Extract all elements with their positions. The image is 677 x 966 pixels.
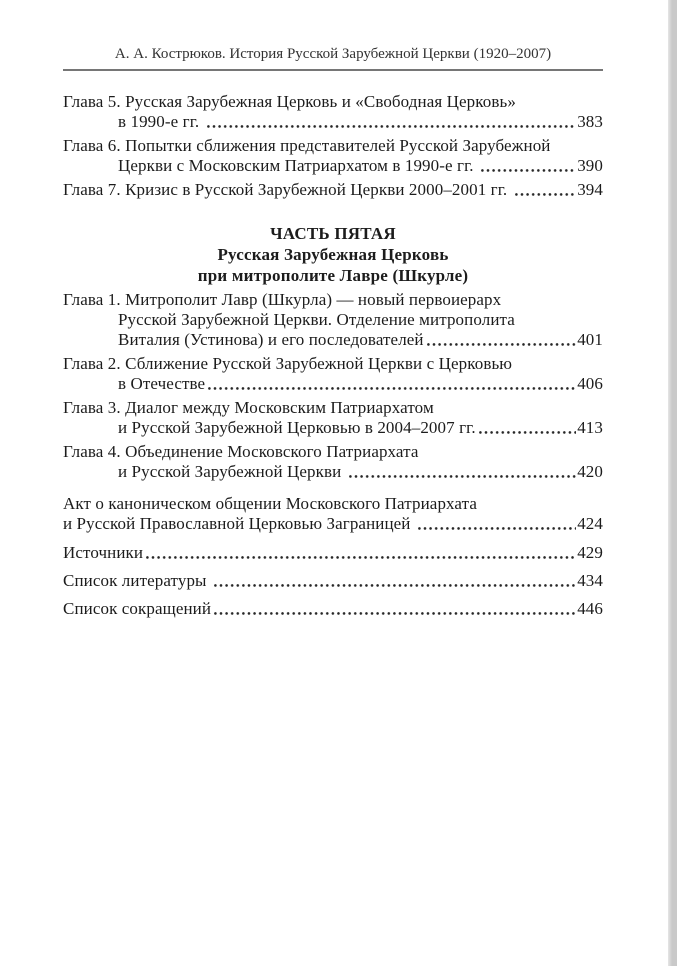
toc-entry-part5-chapter-4 bbox=[63, 442, 603, 482]
part-heading-kicker: ЧАСТЬ ПЯТАЯ bbox=[270, 224, 396, 243]
toc-page-number: 446 bbox=[577, 599, 603, 618]
toc-page-number: 420 bbox=[577, 462, 603, 481]
page-right-edge-shadow bbox=[668, 0, 677, 966]
toc-entry-text: Источники bbox=[63, 543, 144, 562]
toc-entry-text: Виталия (Устинова) и его последователей bbox=[118, 330, 424, 349]
part-five-heading bbox=[63, 223, 603, 286]
dot-leader bbox=[418, 514, 576, 534]
dot-leader bbox=[427, 330, 577, 350]
toc-line bbox=[63, 310, 603, 330]
toc-line bbox=[63, 571, 603, 591]
toc-entry-abbreviations bbox=[63, 599, 603, 619]
page-content bbox=[63, 46, 603, 619]
toc-entry-text: Русской Зарубежной Церкви. Отделение митрополита bbox=[118, 310, 515, 329]
toc-line bbox=[63, 599, 603, 619]
toc-entry-text: Акт о каноническом общении Московского Патриархата bbox=[63, 494, 478, 513]
dot-leader bbox=[481, 156, 576, 176]
toc-line bbox=[63, 354, 603, 374]
toc-entry-text: Глава 5. Русская Зарубежная Церковь и «Свободная Церковь» bbox=[63, 92, 516, 111]
toc-entry-text: Список литературы bbox=[63, 571, 211, 590]
toc-entry-act bbox=[63, 494, 603, 534]
toc-page-number: 406 bbox=[577, 374, 603, 393]
toc-line bbox=[63, 180, 603, 200]
toc-entry-text: и Русской Православной Церковью Заграницей bbox=[63, 514, 415, 533]
toc-entry-part5-chapter-3 bbox=[63, 398, 603, 438]
toc-entry-text: Глава 4. Объединение Московского Патриархата bbox=[63, 442, 419, 461]
toc-line bbox=[63, 418, 603, 438]
toc-entry-text: и Русской Зарубежной Церкви bbox=[118, 462, 346, 481]
toc-entry-text: Глава 7. Кризис в Русской Зарубежной Церкви 2000–2001 гг. bbox=[63, 180, 512, 199]
toc-line bbox=[63, 112, 603, 132]
toc-entry-text: Глава 1. Митрополит Лавр (Шкурла) — новый первоиерарх bbox=[63, 290, 502, 309]
toc-entry-text: Список сокращений bbox=[63, 599, 212, 618]
dot-leader bbox=[207, 112, 577, 132]
toc-line bbox=[63, 330, 603, 350]
dot-leader bbox=[214, 571, 576, 591]
toc-line bbox=[63, 462, 603, 482]
toc-entry-text: Глава 2. Сближение Русской Зарубежной Церкви с Церковью bbox=[63, 354, 513, 373]
toc-entry-text: в Отечестве bbox=[118, 374, 206, 393]
part-heading-title-line2: при митрополите Лавре (Шкурле) bbox=[197, 266, 469, 285]
dot-leader bbox=[146, 543, 576, 563]
dot-leader bbox=[479, 418, 577, 438]
toc-entry-text: и Русской Зарубежной Церковью в 2004–2007 гг. bbox=[118, 418, 476, 437]
toc-entry-part5-chapter-2 bbox=[63, 354, 603, 394]
dot-leader bbox=[214, 599, 576, 619]
toc-entry-bibliography bbox=[63, 571, 603, 591]
toc-line bbox=[63, 398, 603, 418]
toc-entry-chapter-5 bbox=[63, 92, 603, 132]
toc-page-number: 434 bbox=[577, 571, 603, 590]
toc-entry-text: в 1990-е гг. bbox=[118, 112, 204, 131]
toc-page-number: 429 bbox=[577, 543, 603, 562]
toc-page-number: 401 bbox=[577, 330, 603, 349]
toc-entry-chapter-6 bbox=[63, 136, 603, 176]
part-heading-title-line1: Русская Зарубежная Церковь bbox=[217, 245, 449, 264]
toc-page-number: 394 bbox=[577, 180, 603, 199]
dot-leader bbox=[515, 180, 577, 200]
toc-line bbox=[63, 543, 603, 563]
toc-entry-text: Глава 6. Попытки сближения представителей Русской Зарубежной bbox=[63, 136, 551, 155]
toc-line bbox=[63, 494, 603, 514]
dot-leader bbox=[349, 462, 577, 482]
toc-line bbox=[63, 136, 603, 156]
toc-page-number: 413 bbox=[577, 418, 603, 437]
toc-page-number: 390 bbox=[577, 156, 603, 175]
toc-line bbox=[63, 290, 603, 310]
toc-line bbox=[63, 514, 603, 534]
toc-entry-part5-chapter-1 bbox=[63, 290, 603, 350]
toc-entry-text: Церкви с Московским Патриархатом в 1990-е гг. bbox=[118, 156, 478, 175]
toc-entry-text: Глава 3. Диалог между Московским Патриархатом bbox=[63, 398, 434, 417]
toc-line bbox=[63, 156, 603, 176]
toc-entry-sources bbox=[63, 543, 603, 563]
toc-line bbox=[63, 442, 603, 462]
toc-page-number: 424 bbox=[577, 514, 603, 533]
toc-entry-chapter-7 bbox=[63, 180, 603, 200]
running-header-text: А. А. Кострюков. История Русской Зарубежной Церкви (1920–2007) bbox=[114, 46, 552, 62]
toc-page-number: 383 bbox=[577, 112, 603, 131]
running-header bbox=[63, 46, 603, 71]
dot-leader bbox=[208, 374, 576, 394]
toc-line bbox=[63, 92, 603, 112]
table-of-contents bbox=[63, 92, 603, 619]
toc-line bbox=[63, 374, 603, 394]
